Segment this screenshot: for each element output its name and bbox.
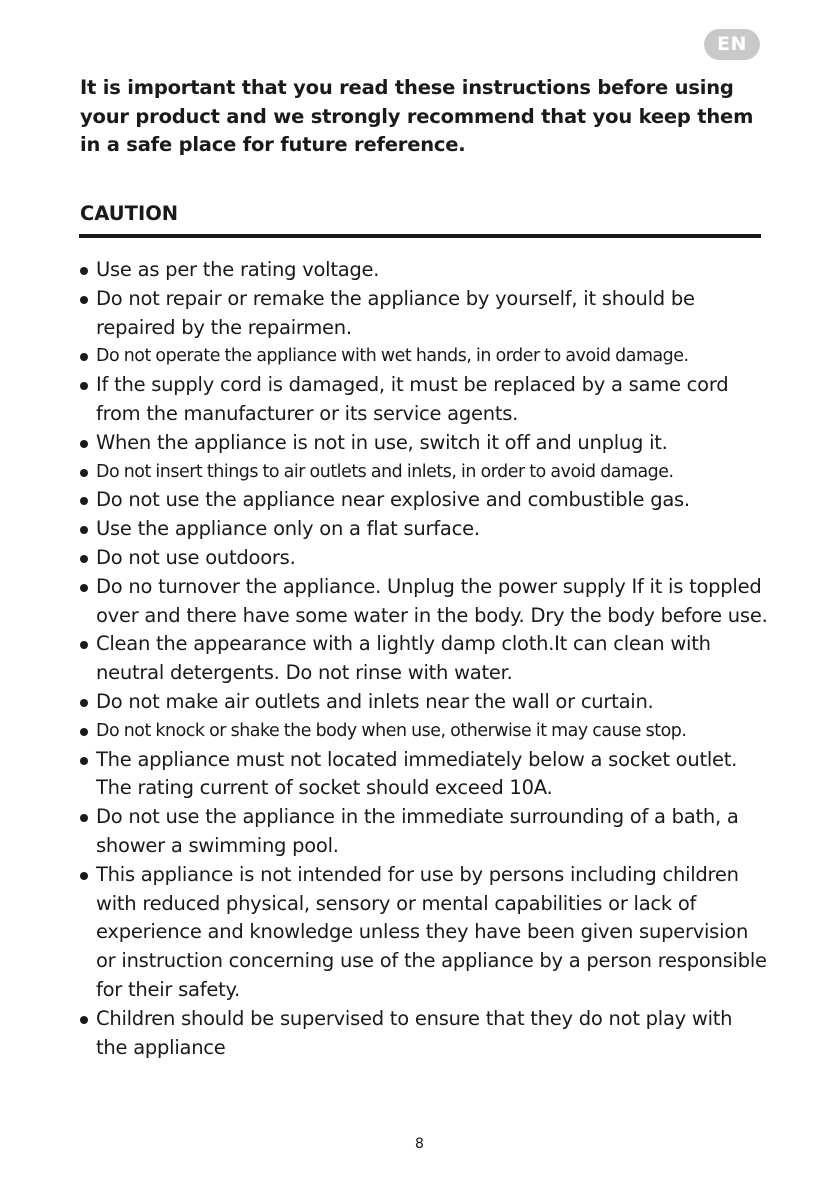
caution-divider <box>79 234 761 238</box>
caution-item <box>79 342 769 371</box>
bullet-icon <box>80 641 88 649</box>
bullet-icon <box>80 267 88 275</box>
caution-item-text: Do no turnover the appliance. Unplug the power supply If it is toppled over and there have some water in the body. Dry the body before use. <box>96 574 768 627</box>
caution-item-text: If the supply cord is damaged, it must be replaced by a same cord from the manufacturer or its service agents. <box>96 373 729 425</box>
intro-paragraph: It is important that you read these instructions before using your product and we strongly recommend that you keep them in a safe place for future reference. <box>80 76 754 157</box>
caution-item-text: When the appliance is not in use, switch it off and unplug it. <box>96 430 668 454</box>
language-badge: EN <box>704 29 760 60</box>
caution-item-text: Do not operate the appliance with wet hands, in order to avoid damage. <box>96 346 689 367</box>
bullet-icon <box>80 497 88 505</box>
caution-item <box>79 573 769 631</box>
caution-item <box>79 285 769 343</box>
caution-item <box>79 371 769 429</box>
bullet-icon <box>80 526 88 534</box>
caution-item <box>79 458 769 487</box>
caution-item <box>79 717 769 746</box>
caution-item-text: Use as per the rating voltage. <box>96 258 380 281</box>
caution-item <box>79 630 769 688</box>
caution-list <box>79 256 769 1062</box>
caution-item <box>79 256 769 285</box>
caution-item-text: Use the appliance only on a flat surface. <box>96 517 480 541</box>
caution-heading: CAUTION <box>80 202 179 225</box>
bullet-icon <box>80 699 88 707</box>
caution-item <box>79 486 769 515</box>
caution-item-text: The appliance must not located immediately below a socket outlet. The rating current of socket should exceed 10A. <box>96 747 738 800</box>
bullet-icon <box>80 872 88 880</box>
caution-item <box>79 861 769 1005</box>
caution-item-text: Do not use the appliance in the immediate surrounding of a bath, a shower a swimming pool. <box>96 805 739 857</box>
caution-item-text: Do not make air outlets and inlets near the wall or curtain. <box>96 689 654 713</box>
bullet-icon <box>80 296 88 304</box>
bullet-icon <box>80 382 88 390</box>
caution-item <box>79 803 769 861</box>
bullet-icon <box>80 1016 88 1024</box>
caution-item-text: Clean the appearance with a lightly damp cloth.It can clean with neutral detergents. Do not rinse with water. <box>96 632 711 685</box>
bullet-icon <box>80 728 88 736</box>
bullet-icon <box>80 440 88 448</box>
page-number: 8 <box>415 1136 424 1152</box>
caution-item-text: Do not knock or shake the body when use, otherwise it may cause stop. <box>96 720 687 741</box>
bullet-icon <box>80 555 88 563</box>
caution-item <box>79 544 769 573</box>
caution-item-text: Do not insert things to air outlets and inlets, in order to avoid damage. <box>96 461 674 482</box>
bullet-icon <box>80 814 88 822</box>
caution-item-text: This appliance is not intended for use by persons including children with reduced physical, sensory or mental capabilities or lack of experience and knowledge unless they have been given supervision or instruction concerning use of the appliance by a person responsible for their safety. <box>96 862 767 1001</box>
caution-item <box>79 515 769 544</box>
caution-item-text: Do not repair or remake the appliance by yourself, it should be repaired by the repairmen. <box>96 286 695 339</box>
caution-item-text: Do not use outdoors. <box>96 545 296 569</box>
caution-item <box>79 746 769 804</box>
bullet-icon <box>80 757 88 765</box>
caution-item-text: Do not use the appliance near explosive and combustible gas. <box>96 488 690 512</box>
bullet-icon <box>80 469 88 477</box>
caution-item <box>79 688 769 717</box>
caution-item <box>79 429 769 458</box>
bullet-icon <box>80 353 88 361</box>
caution-item-text: Children should be supervised to ensure that they do not play with the appliance <box>96 1006 733 1059</box>
bullet-icon <box>80 584 88 592</box>
caution-item <box>79 1005 769 1063</box>
